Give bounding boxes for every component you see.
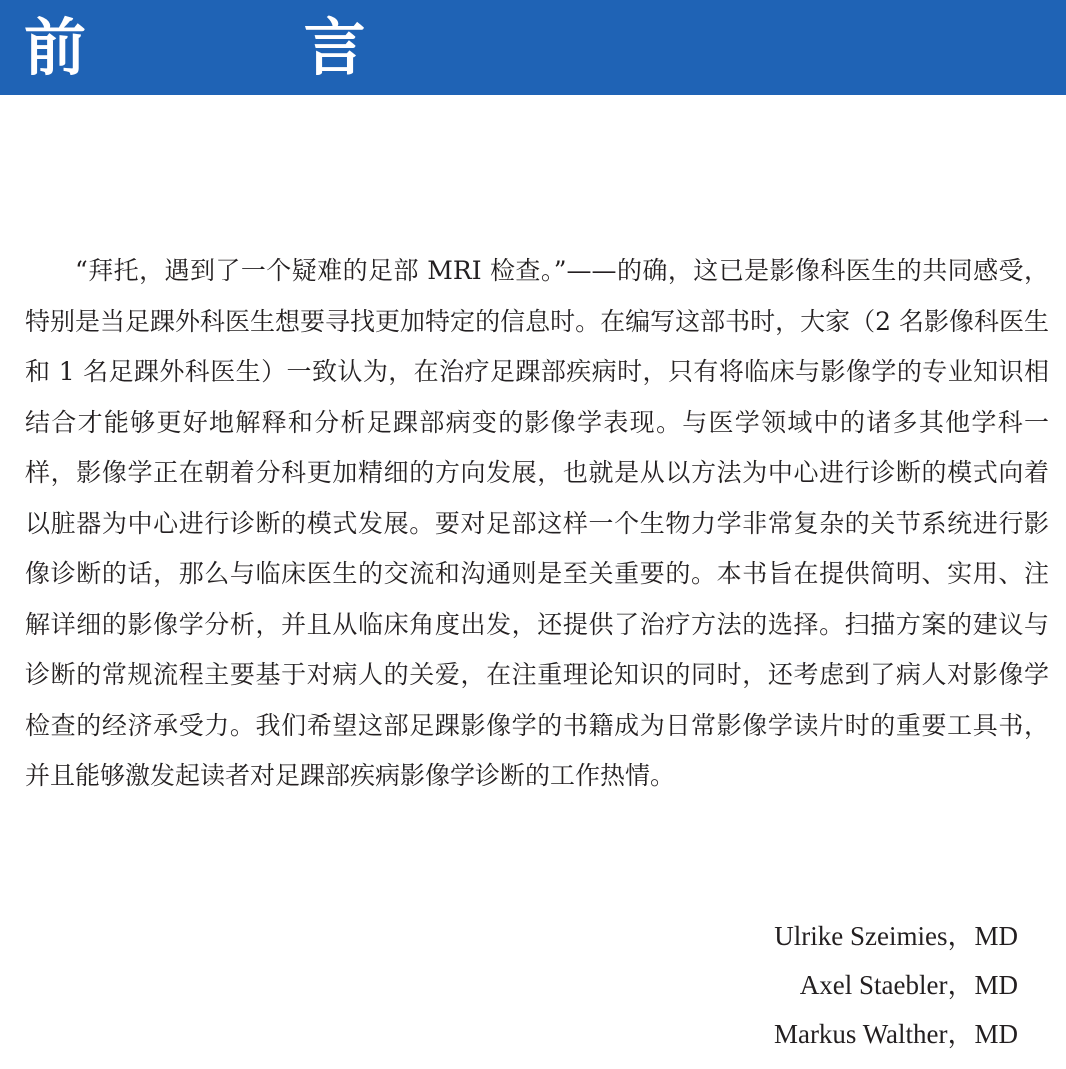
author-signatures bbox=[774, 912, 1018, 1059]
preface-paragraph: “拜托，遇到了一个疑难的足部 MRI 检查。”——的确，这已是影像科医生的共同感受，特别是当足踝外科医生想要寻找更加特定的信息时。在编写这部书时，大家（2 名影像科医生和 1 名足踝外科医生）一致认为，在治疗足踝部疾病时，只有将临床与影像学的专业知识相结合才能够更好地解释和分析足踝部病变的影像学表现。与医学领域中的诸多其他学科一样，影像学正在朝着分科更加精细的方向发展，也就是从以方法为中心进行诊断的模式向着以脏器为中心进行诊断的模式发展。要对足部这样一个生物力学非常复杂的关节系统进行影像诊断的话，那么与临床医生的交流和沟通则是至关重要的。本书旨在提供简明、实用、注解详细的影像学分析，并且从临床角度出发，还提供了治疗方法的选择。扫描方案的建议与诊断的常规流程主要基于对病人的关爱，在注重理论知识的同时，还考虑到了病人对影像学检查的经济承受力。我们希望这部足踝影像学的书籍成为日常影像学读片时的重要工具书，并且能够激发起读者对足踝部疾病影像学诊断的工作热情。 bbox=[25, 256, 1049, 790]
author-name: Markus Walther，MD bbox=[773, 1019, 1018, 1049]
author-name: Ulrike Szeimies，MD bbox=[774, 921, 1018, 951]
author-name: Axel Staebler，MD bbox=[799, 970, 1018, 1000]
header-band bbox=[0, 0, 1066, 95]
page-title: 前 言 bbox=[24, 11, 464, 84]
